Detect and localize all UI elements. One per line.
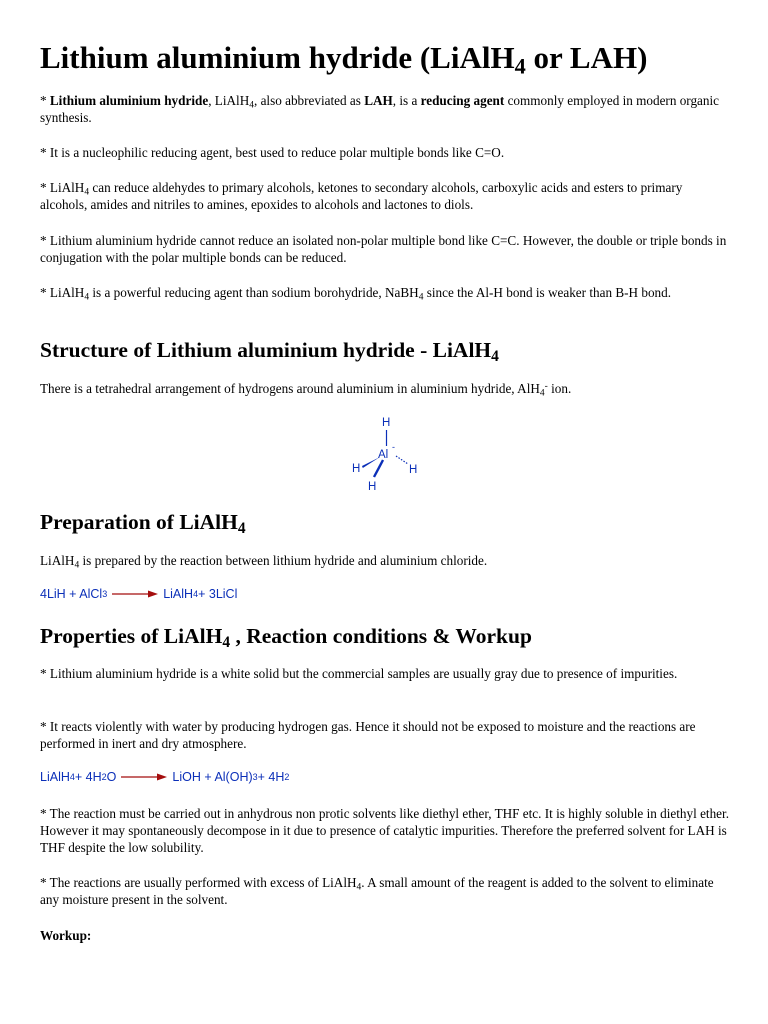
properties-paragraph-1: * Lithium aluminium hydride is a white solid but the commercial samples are usually gray due to presence of impurities. [40,666,678,681]
hydrogen-left-label: H [352,463,361,475]
intro-paragraph-4: * Lithium aluminium hydride cannot reduce an isolated non-polar multiple bond like C=C. However, the double or triple bonds in conjugation with the polar multiple bonds can be reduced. [40,233,727,265]
intro-paragraph-1: * Lithium aluminium hydride, LiAlH$_4$, also abbreviated as LAH, is a reducing agent commonly employed in modern organic synthesis. [40,93,720,125]
reaction-arrow-icon [112,589,158,599]
properties-paragraph-3: * The reaction must be carried out in anhydrous non protic solvents like diethyl ether, THF etc. It is highly soluble in diethyl ether. However it may spontaneously decompose in it due to presence of catalytic impurities. Therefore the preferred solvent for LAH is THF despite the low solubility. [40,806,729,855]
water-reaction-equation: LiAlH 4 + 4H 2 O LiOH + Al(OH) 3 + 4H 2 [40,770,290,784]
page-title: Lithium aluminium hydride (LiAlH$_4$ or LAH) [40,40,648,79]
properties-paragraph-2: * It reacts violently with water by producing hydrogen gas. Hence it should not be exposed to moisture and the reactions are performed in inert and dry atmosphere. [40,719,696,751]
alh4-structure-diagram [348,410,428,496]
intro-paragraph-2: * It is a nucleophilic reducing agent, best used to reduce polar multiple bonds like C=O. [40,145,505,160]
reaction-arrow-icon [121,772,167,782]
structure-heading: Structure of Lithium aluminium hydride - LiAlH$_4$ [40,338,499,365]
preparation-heading: Preparation of LiAlH$_4$ [40,510,246,537]
hydrogen-top-label: H [382,417,391,429]
hydrogen-right-label: H [409,464,418,476]
preparation-equation: 4LiH + AlCl 3 LiAlH 4 + 3LiCl [40,587,238,601]
properties-heading: Properties of LiAlH$_4$ , Reaction conditions & Workup [40,624,532,651]
intro-paragraph-3: * LiAlH$_4$ can reduce aldehydes to primary alcohols, ketones to secondary alcohols, carboxylic acids and esters to primary alcohols, amides and nitriles to amines, epoxides to alcohols and lactones to diols. [40,180,683,212]
workup-label: Workup: [40,928,92,943]
structure-text: There is a tetrahedral arrangement of hydrogens around aluminium in aluminium hydride, AlH$_4$- ion. [40,381,572,399]
intro-paragraph-5: * LiAlH$_4$ is a powerful reducing agent than sodium borohydride, NaBH$_4$ since the Al-H bond is weaker than B-H bond. [40,285,672,303]
hydrogen-bottom-label: H [368,481,377,493]
properties-paragraph-4: * The reactions are usually performed with excess of LiAlH$_4$. A small amount of the reagent is added to the solvent to eliminate any moisture present in the solvent. [40,875,714,907]
aluminium-label: Al [378,449,389,461]
charge-label: - [392,442,395,452]
preparation-text: LiAlH$_4$ is prepared by the reaction between lithium hydride and aluminium chloride. [40,553,488,571]
